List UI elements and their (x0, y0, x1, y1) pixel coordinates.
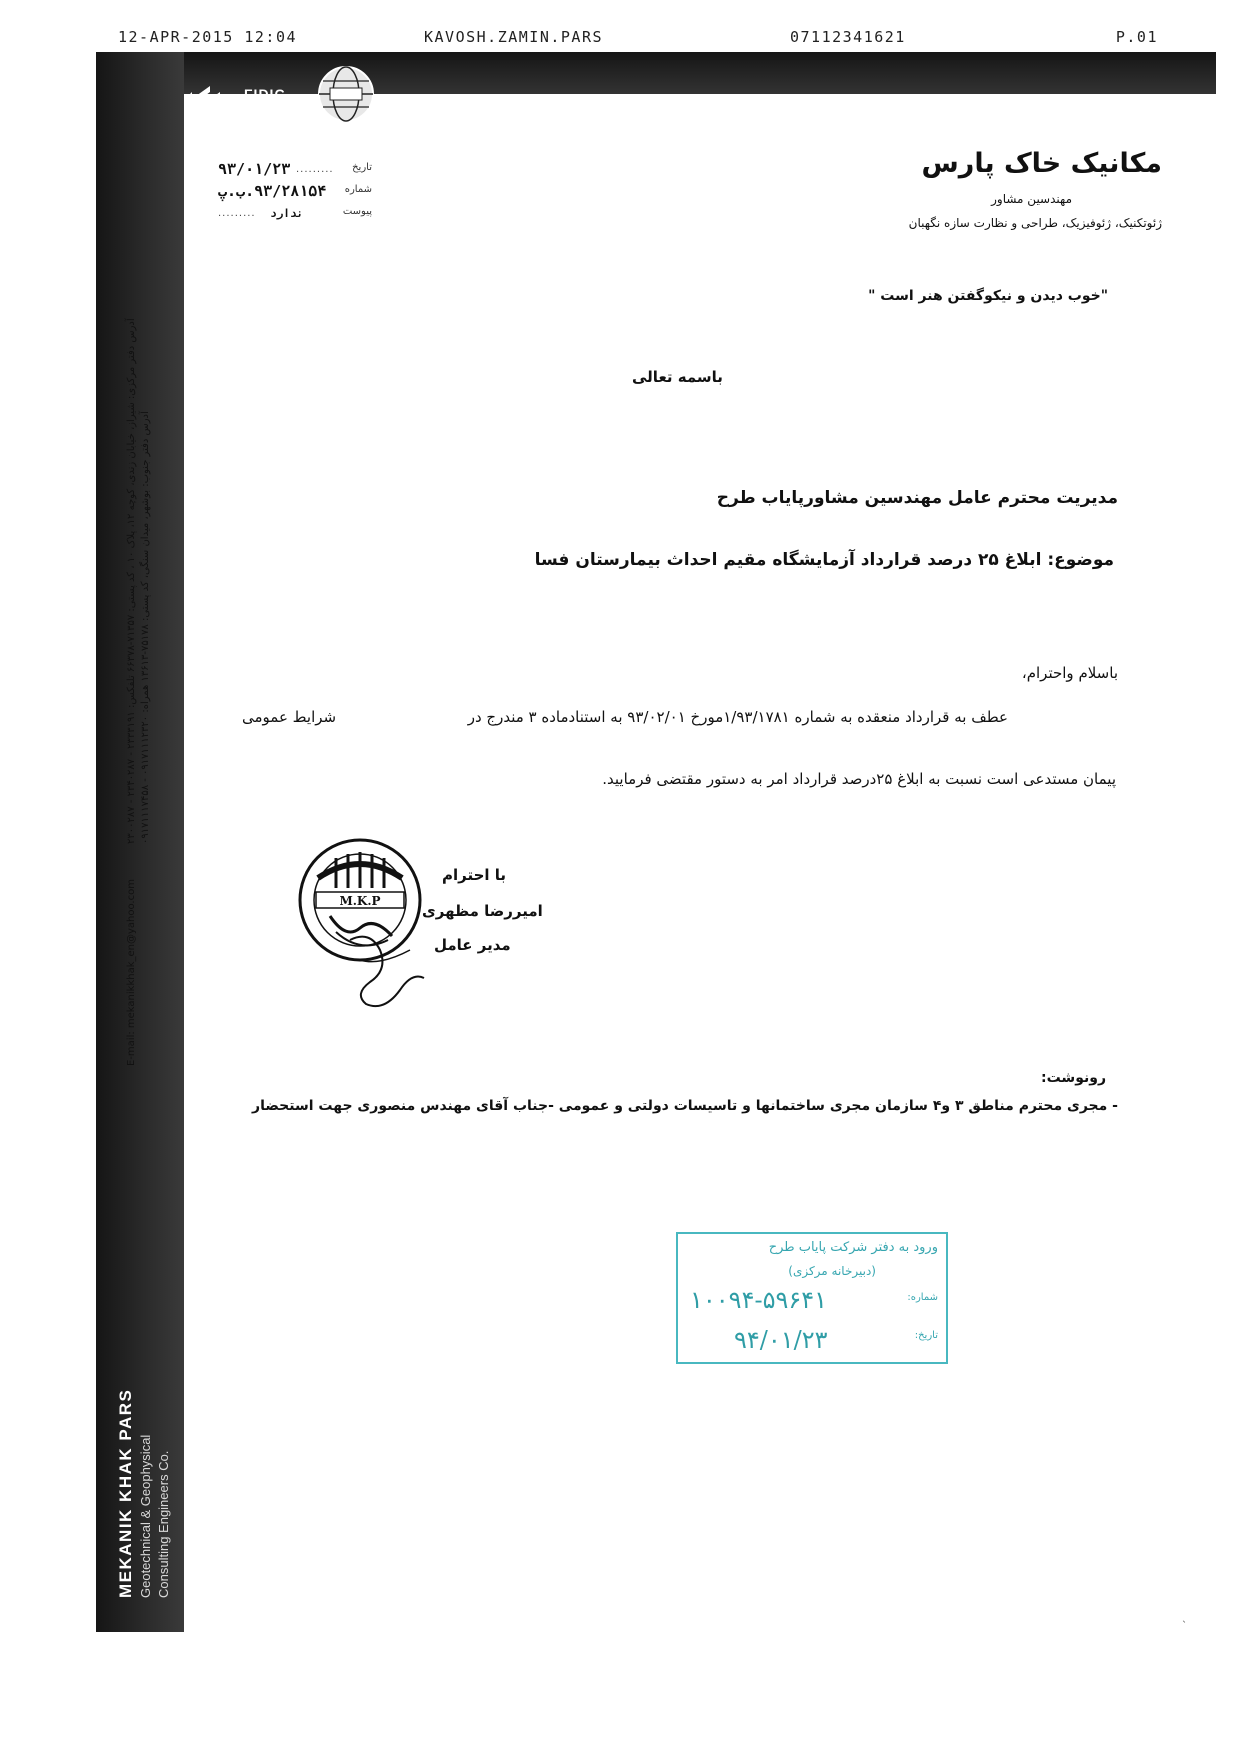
company-logo-icon (180, 82, 224, 126)
meta-date-label: تاریخ (352, 162, 372, 173)
meta-dots: ......... (296, 164, 334, 175)
signatory-name: امیررضا مظهری (422, 902, 543, 920)
cc-line: - مجری محترم مناطق ۳ و۴ سازمان مجری ساختمانها و تاسیسات دولتی و عمومی -جناب آقای مهندس منصوری جهت استحضار (252, 1098, 1118, 1114)
greeting: باسلام واحترام، (1021, 664, 1118, 682)
company-subtitle-2: Consulting Engineers Co. (156, 1450, 171, 1598)
company-name-persian: مکانیک خاک پارس (921, 148, 1162, 179)
recipient: مدیریت محترم عامل مهندسین مشاورپایاب طرح (716, 488, 1118, 508)
company-email: E-mail: mekanikkhak_en@yahoo.com (126, 879, 137, 1066)
meta-dots: ......... (218, 208, 256, 219)
fax-date: 12-APR-2015 12:04 (118, 28, 298, 46)
letter-meta (218, 160, 378, 226)
meta-attachment-value: ندارد (270, 207, 304, 220)
signatory-title: مدیر عامل (434, 936, 511, 954)
company-services: ژئوتکنیک، ژئوفیزیک، طراحی و نظارت سازه نگهبان (908, 216, 1162, 230)
received-stamp (676, 1232, 948, 1364)
fax-header (118, 28, 1158, 50)
company-name-english: MEKANIK KHAK PARS (116, 1388, 135, 1598)
stamp-subtitle: (دبیرخانه مرکزی) (788, 1264, 876, 1278)
subject: موضوع: ابلاغ ۲۵ درصد قرارداد آزمایشگاه مقیم احداث بیمارستان فسا (534, 550, 1114, 570)
meta-attachment-row (218, 204, 378, 226)
fidic-logo: FIDIC (244, 86, 286, 102)
meta-date-row (218, 160, 378, 182)
globe-logo-icon (316, 64, 376, 124)
signature-scribble-icon (340, 920, 430, 1010)
company-role: مهندسین مشاور (991, 192, 1072, 206)
company-address-south: آدرس دفتر جنوب: بوشهر، میدان سنگی، کد پستی: ۷۵۱۷۸-۱۳۶۱۳ همراه: ۰۹۱۷۱۱۱۲۳۲۰ - ۰۹۱۷۱۱۱۷۴۵۸ (140, 411, 151, 844)
fax-sender: KAVOSH.ZAMIN.PARS (424, 28, 604, 46)
meta-number-row (218, 182, 378, 204)
svg-text:M.K.P: M.K.P (339, 894, 381, 908)
stamp-number-label: شماره: (907, 1292, 938, 1303)
meta-number-value: ۹۳/۲۸۱۵۴.ب.پ (218, 182, 327, 200)
stamp-date-label: تاریخ: (914, 1330, 938, 1341)
stamp-number-value: ۱۰۰۹۴-۵۹۶۴۱ (690, 1286, 828, 1314)
meta-number-label: شماره (344, 184, 372, 195)
cc-label: رونوشت: (1041, 1070, 1106, 1086)
bismillah: باسمه تعالی (632, 368, 723, 386)
body-line-1-end: شرایط عمومی (242, 708, 337, 726)
stamp-date-value: ۹۴/۰۱/۲۳ (734, 1326, 828, 1354)
stamp-title: ورود به دفتر شرکت پایاب طرح (768, 1240, 938, 1255)
body-line-1: عطف به قرارداد منعقده به شماره ۱/۹۳/۱۷۸۱مورخ ۹۳/۰۲/۰۱ به استنادماده ۳ مندرج در (467, 708, 1008, 726)
signature-regards: با احترام (442, 866, 507, 884)
company-address-main: آدرس دفتر مرکزی: شیراز، خیابان زندی، کوچه ۱۲، پلاک ۱۰ ، کد پستی: ۷۱۳۵۷-۶۶۳۷۸ تلفکس: ۲۳۳۳۱۹۱ - ۲۳۴۰۲۸۷ - ۲۳۰۰۲۸۷ (126, 318, 137, 844)
motto: "خوب دیدن و نیکوگفتن هنر است " (868, 288, 1108, 304)
fax-page: P.01 (1115, 28, 1158, 46)
body-line-2: پیمان مستدعی است نسبت به ابلاغ ۲۵درصد قرارداد امر به دستور مقتضی فرمایید. (602, 770, 1116, 788)
fax-phone: 07112341621 (790, 28, 906, 46)
meta-date-value: ۹۳/۰۱/۲۳ (218, 160, 291, 178)
scan-artifact: ˎ (1182, 1612, 1187, 1623)
company-subtitle-1: Geotechnical & Geophysical (138, 1434, 153, 1598)
meta-attachment-label: پیوست (342, 206, 372, 217)
